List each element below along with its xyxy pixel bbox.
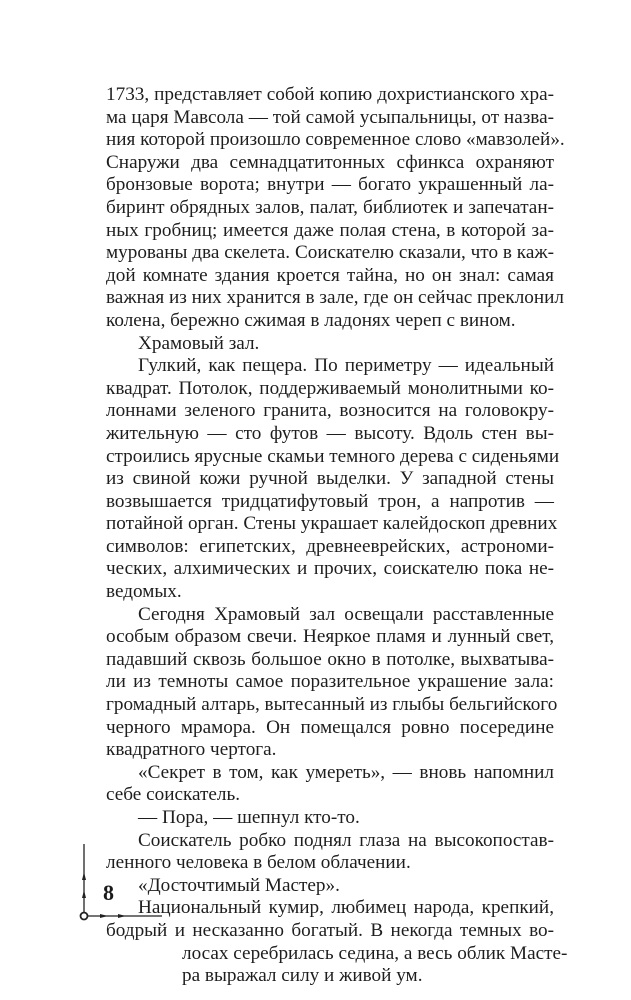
text-line: ма царя Мавсола — той самой усыпальницы, от назва- [106,106,554,128]
text-line: Соискатель робко поднял глаза на высокопостав- [138,829,554,851]
text-line: символов: египетских, древнееврейских, астрономи- [106,535,554,557]
text-line: биринт обрядных залов, палат, библиотек и запечатан- [106,196,554,218]
text-line: черного мрамора. Он помещался ровно посередине [106,716,554,738]
text-line: особым образом свечи. Неяркое пламя и лунный свет, [106,626,554,648]
text-line: лосах серебрилась седина, а весь облик Масте- [182,942,568,964]
text-line: «Секрет в том, как умереть», — вновь напомнил [138,761,554,783]
body-text [106,84,568,988]
text-line: жительную — сто футов — высоту. Вдоль стен вы- [106,422,554,444]
text-line: ных гробниц; имеется даже полая стена, в которой за- [106,219,554,241]
text-line: себе соискатель. [106,784,241,806]
text-line: возвышается тридцатифутовый трон, а напротив — [106,490,554,512]
text-line: Сегодня Храмовый зал освещали расставленные [138,603,554,625]
text-line: бронзовые ворота; внутри — богато украшенный ла- [106,174,554,196]
text-line: громадный алтарь, вытесанный из глыбы бельгийского [106,694,558,716]
text-line: потайной орган. Стены украшает калейдоскоп древних [106,513,558,535]
page-number: 8 [103,880,114,905]
text-line: Национальный кумир, любимец народа, крепкий, [138,897,554,919]
text-line: 1733, представляет собой копию дохристианского хра- [106,84,554,105]
text-line: ли из темноты самое поразительное украшение зала: [106,671,554,693]
text-line: — Пора, — шепнул кто-то. [138,807,360,828]
text-line: падавший сквозь большое окно в потолке, выхватыва- [106,648,554,670]
text-line: ния которой произошло современное слово «мавзолей». [106,129,565,151]
text-line: ленного человека в белом облачении. [106,852,411,874]
text-line: колена, бережно сжимая в ладонях череп с вином. [106,309,516,331]
text-line: мурованы два скелета. Соискателю сказали, что в каж- [106,242,554,264]
text-line: Снаружи два семнадцатитонных сфинкса охраняют [106,151,554,173]
text-line: квадрат. Потолок, поддерживаемый монолитными ко- [106,377,554,399]
text-line: дой комнате здания кроется тайна, но он знал: самая [106,264,554,286]
corner-arrows-icon [78,842,168,922]
text-line: квадратного чертога. [106,739,277,761]
text-line: ведомых. [106,581,182,603]
text-line: лоннами зеленого гранита, возносится на головокру- [106,400,554,422]
text-line: строились ярусные скамьи темного дерева с сиденьями [106,445,560,467]
text-line: Храмовый зал. [138,332,260,354]
text-line: важная из них хранится в зале, где он сейчас преклонил [106,287,565,309]
text-line: из свиной кожи ручной выделки. У западной стены [106,468,554,490]
text-line: бодрый и несказанно богатый. В некогда темных во- [106,919,554,941]
text-line: ра выражал силу и живой ум. [182,965,423,987]
text-line: «Досточтимый Мастер». [138,874,340,896]
text-line: ческих, алхимических и прочих, соискателю пока не- [106,558,554,580]
text-line: Гулкий, как пещера. По периметру — идеальный [138,355,554,377]
page-number-ornament [78,842,168,922]
